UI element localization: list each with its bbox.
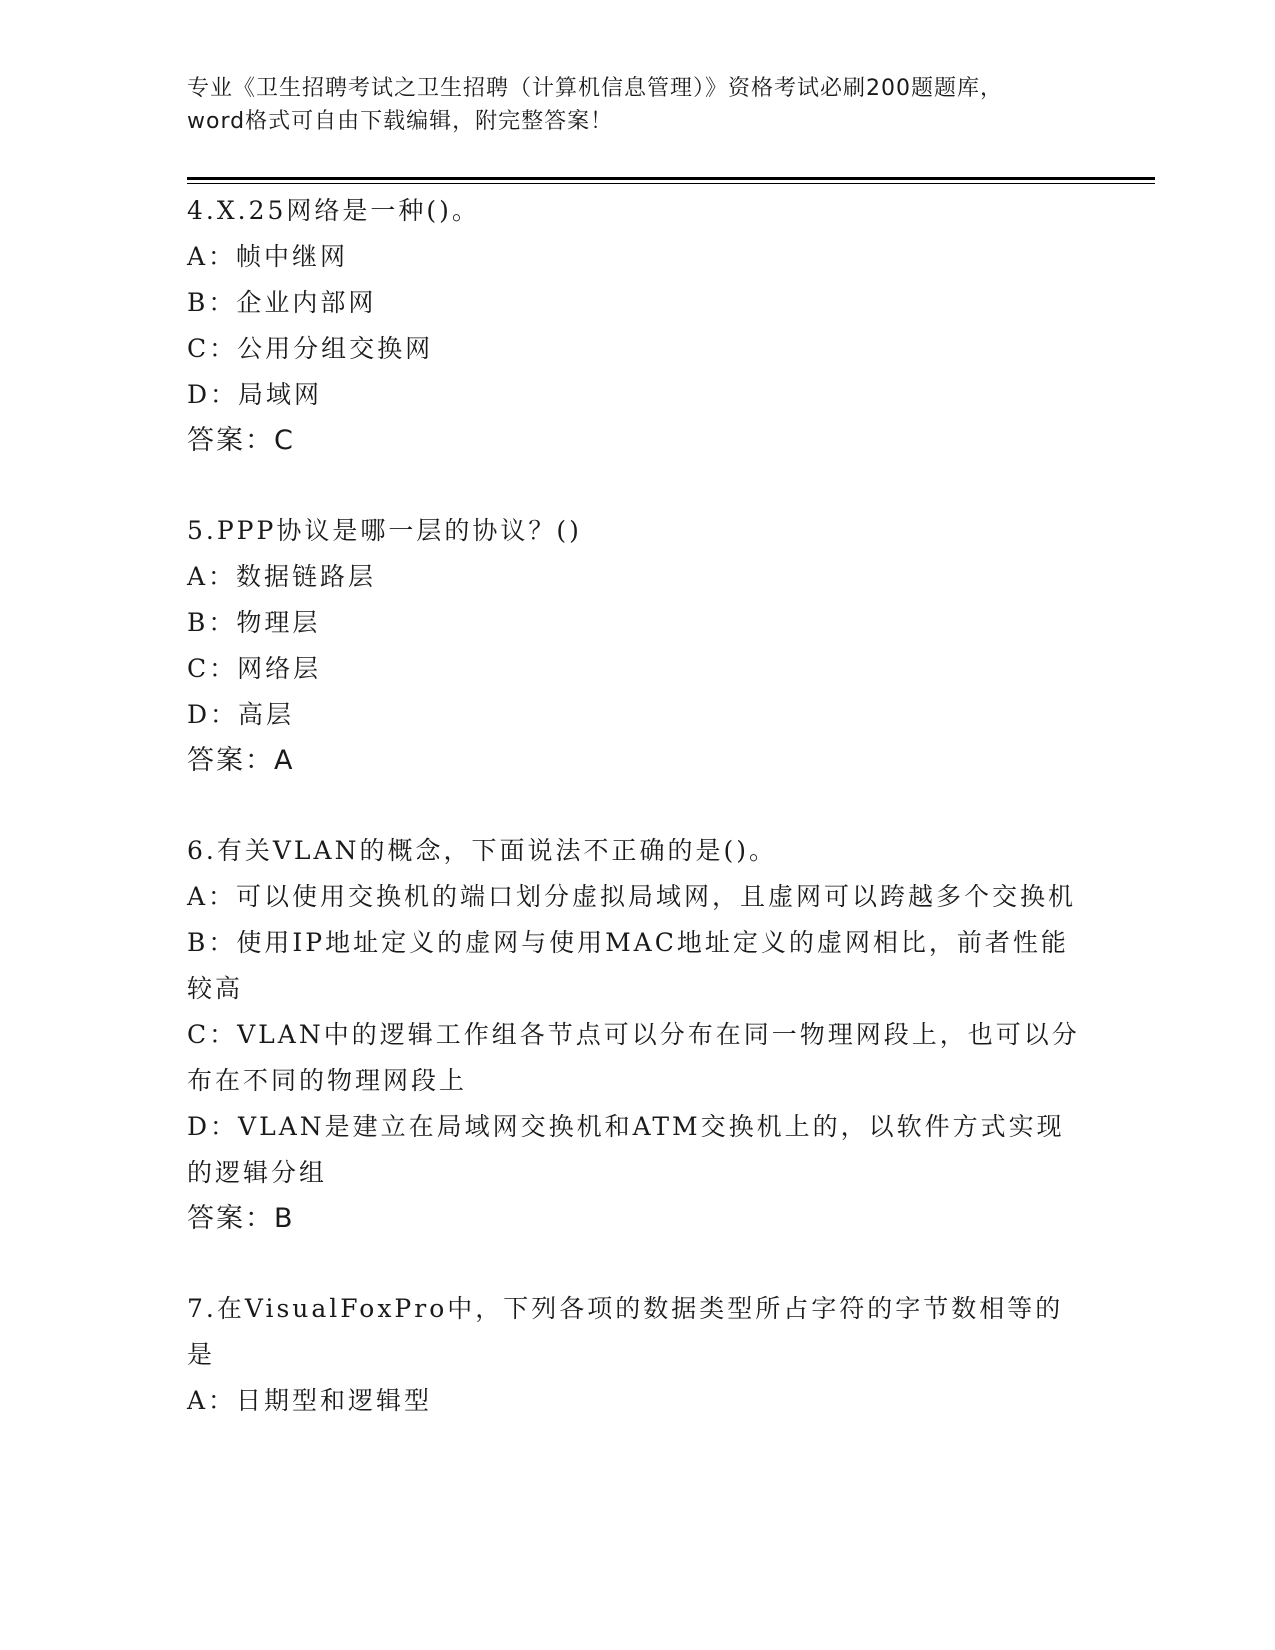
option-d: D：VLAN是建立在局域网交换机和ATM交换机上的，以软件方式实现的逻辑分组 <box>187 1112 1065 1187</box>
header-divider-thin <box>187 183 1155 184</box>
question-stem: 5.PPP协议是哪一层的协议？() <box>187 516 582 545</box>
option-b: B：企业内部网 <box>187 288 377 317</box>
document-header <box>187 72 1087 138</box>
header-line-1: 专业《卫生招聘考试之卫生招聘（计算机信息管理）》资格考试必刷200题题库， <box>187 76 1003 101</box>
answer: 答案：C <box>187 425 295 456</box>
header-line-2: word格式可自由下载编辑，附完整答案！ <box>187 109 614 134</box>
option-b: B：物理层 <box>187 608 321 637</box>
option-d: D：高层 <box>187 700 295 729</box>
option-a: A：可以使用交换机的端口划分虚拟局域网，且虚网可以跨越多个交换机 <box>187 882 1077 911</box>
question-list <box>187 188 1087 1424</box>
option-a: A：数据链路层 <box>187 562 377 591</box>
question-stem: 4.X.25网络是一种()。 <box>187 196 480 225</box>
option-c: C：VLAN中的逻辑工作组各节点可以分布在同一物理网段上，也可以分布在不同的物理网段上 <box>187 1020 1080 1095</box>
option-c: C：网络层 <box>187 654 322 683</box>
question-5 <box>187 508 1087 784</box>
answer: 答案：A <box>187 745 295 776</box>
option-d: D：局域网 <box>187 380 323 409</box>
option-b: B：使用IP地址定义的虚网与使用MAC地址定义的虚网相比，前者性能较高 <box>187 928 1069 1003</box>
option-a: A：日期型和逻辑型 <box>187 1386 433 1415</box>
header-divider-thick <box>187 177 1155 180</box>
question-stem: 6.有关VLAN的概念，下面说法不正确的是()。 <box>187 836 777 865</box>
question-6 <box>187 828 1087 1242</box>
answer: 答案：B <box>187 1203 295 1234</box>
option-c: C：公用分组交换网 <box>187 334 434 363</box>
option-a: A：帧中继网 <box>187 242 349 271</box>
question-4 <box>187 188 1087 464</box>
question-7 <box>187 1286 1087 1424</box>
question-stem: 7.在VisualFoxPro中，下列各项的数据类型所占字符的字节数相等的是 <box>187 1294 1064 1369</box>
